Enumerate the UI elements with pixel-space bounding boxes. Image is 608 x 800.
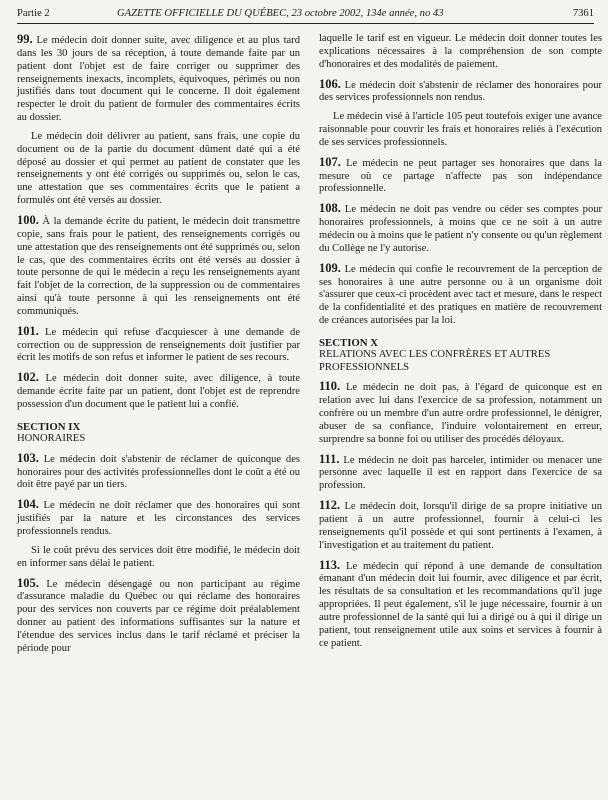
article-number: 107. (319, 154, 341, 169)
article-text: Le médecin ne doit pas, à l'égard de quiconque est en relation avec lui dans l'exercice de sa profession, notamment un confrère ou un membre d'un autre ordre professionnel, le dénigrer, abuser de sa confiance, l'induire volontairement en erreur, surprendre sa bonne foi ou utiliser des procédés déloyaux. (319, 382, 602, 445)
right-column (319, 33, 602, 650)
article-text: Le médecin doit donner suite, avec diligence et au plus tard dans les 30 jours de sa réception, à toute demande faite par un patient dont l'objet est de faire corriger ou supprimer des renseignements inexacts, incomplets, équivoques, périmés ou non justifiés dans tout document qui le concerne. Il doit également respecter le droit du patient de formuler des commentaires écrits au dossier. (17, 35, 300, 124)
article-text: Le médecin doit donner suite, avec diligence, à toute demande écrite faite par un patient, dont l'objet est de reprendre possession d'un document que le patient lui a confié. (17, 373, 301, 410)
article-108 (319, 202, 602, 255)
part-label: Partie 2 (17, 8, 50, 19)
article-106-paragraph-2: Le médecin visé à l'article 105 peut toutefois exiger une avance raisonnable pour couvrir les frais et honoraires reliés à l'exécution de ses services professionnels. (319, 111, 602, 148)
article-text: Le médecin ne doit pas harceler, intimider ou menacer une personne avec laquelle il est en rapport dans l'exercice de sa profession. (319, 454, 602, 492)
publication-title: GAZETTE OFFICIELLE DU QUÉBEC, 23 octobre 2002, 134e année, no 43 (117, 8, 444, 19)
article-99 (17, 33, 300, 125)
article-text: Le médecin doit, lorsqu'il dirige de sa propre initiative un patient à un autre professionnel, fournir à celui-ci les renseignements qu'il possède et qui sont pertinents à l'examen, à l'investigation et au traitement du patient. (319, 501, 603, 551)
article-106 (319, 78, 602, 106)
article-101 (17, 325, 300, 366)
article-99-paragraph-2: Le médecin doit délivrer au patient, sans frais, une copie du document ou de la partie du document dûment daté qui a été déposé au dossier et qui permet au patient de constater que les renseignements y ont été corrigés ou supprimés ou, selon le cas, une attestation que ses commentaires écrits que le patient a formulés ont été versés au dossier. (17, 130, 300, 207)
article-number: 105. (17, 575, 39, 590)
article-105 (17, 577, 300, 656)
article-text: Le médecin doit s'abstenir de réclamer de quiconque des honoraires pour des activités professionnelles dont le coût a été ou doit être payé par un tiers. (17, 453, 300, 491)
article-number: 113. (319, 557, 341, 572)
article-112 (319, 499, 602, 552)
article-number: 99. (17, 32, 33, 46)
section-title: SECTION X (319, 336, 379, 349)
article-109 (319, 262, 602, 328)
article-number: 101. (17, 323, 39, 338)
article-102 (17, 371, 300, 412)
section-subtitle: HONORAIRES (17, 433, 86, 445)
article-text: À la demande écrite du patient, le médecin doit transmettre copie, sans frais pour le patient, des renseignements corrigés ou une attestation que des renseignements ont été supprimés ou, selon le cas, que des commentaires écrits ont été versés au dossier à toute personne de qui le médecin a reçu les renseignements ayant fait l'objet de la correction, de la suppression ou de commentaires ainsi qu'à toute personne à qui les renseignements ont été communiqués. (17, 215, 301, 317)
article-number: 106. (319, 76, 341, 91)
header-rule (17, 23, 594, 24)
article-text: Le médecin doit s'abstenir de réclamer des honoraires pour des services professionnels non rendus. (319, 79, 602, 104)
article-number: 102. (17, 370, 39, 385)
article-number: 111. (319, 451, 340, 466)
article-number: 103. (17, 450, 39, 465)
article-111 (319, 453, 602, 494)
article-text: Le médecin ne peut partager ses honoraires que dans la mesure où ce partage n'affecte pas son indépendance professionnelle. (319, 157, 602, 195)
section-9-heading (17, 421, 300, 446)
section-subtitle: RELATIONS AVEC LES CONFRÈRES ET AUTRES PROFESSIONNELS (319, 349, 551, 373)
article-text: Le médecin désengagé ou non participant au régime d'assurance maladie du Québec ou qui réclame des honoraires pour des services non couverts par ce régime doit préalablement donner au patient des informations suffisantes sur la nature et l'étendue des services inclus dans le tarif réclamé et préciser la période pour (17, 578, 301, 654)
section-title: SECTION IX (17, 420, 81, 433)
article-105-continuation: laquelle le tarif est en vigueur. Le médecin doit donner toutes les explications nécessaires à la compréhension de son compte d'honoraires et des modalités de paiement. (319, 33, 602, 70)
article-number: 104. (17, 497, 39, 512)
article-text: Le médecin qui répond à une demande de consultation émanant d'un médecin doit lui fournir, avec diligence et par écrit, les résultats de sa consultation et les recommandations qu'il juge appropriées. Il peut également, s'il le juge nécessaire, fournir à un autre professionnel de la santé qui lui a dirigé ou à qui il dirige un patient, tout renseignement utile aux soins et services à fournir à ce patient. (319, 560, 602, 649)
article-text: Le médecin qui refuse d'acquiescer à une demande de correction ou de suppression de renseignements doit justifier par écrit les motifs de son refus et informer le patient de ses recours. (17, 326, 301, 364)
article-104 (17, 498, 300, 539)
section-10-heading (319, 337, 602, 375)
article-number: 112. (319, 498, 341, 513)
page-header (17, 7, 594, 21)
page-number: 7361 (572, 8, 594, 19)
article-number: 110. (319, 379, 341, 394)
article-107 (319, 156, 602, 197)
left-column (17, 33, 300, 656)
article-text: Le médecin ne doit réclamer que des honoraires qui sont justifiés par la nature et les circonstances des services professionnels rendus. (17, 500, 301, 537)
article-113 (319, 559, 602, 651)
article-100 (17, 214, 300, 319)
article-number: 108. (319, 201, 341, 216)
article-text: Le médecin ne doit pas vendre ou céder ses comptes pour honoraires professionnels, à moins que ce ne soit à un autre médecin ou à moins que le patient n'y consente ou qu'un règlement du Collège ne l'y autorise. (319, 204, 603, 254)
article-number: 109. (319, 260, 341, 275)
article-103 (17, 452, 300, 493)
article-110 (319, 380, 602, 446)
article-text: Le médecin qui confie le recouvrement de la perception de ses honoraires à une autre personne ou à un organisme doit s'assurer que ceux-ci procèdent avec tact et mesure, dans le respect de la confidentialité et des pratiques en matière de recouvrement de créances autorisées par la loi. (319, 263, 602, 327)
article-104-paragraph-2: Si le coût prévu des services doit être modifié, le médecin doit en informer sans délai le patient. (17, 544, 300, 569)
article-number: 100. (17, 212, 39, 227)
